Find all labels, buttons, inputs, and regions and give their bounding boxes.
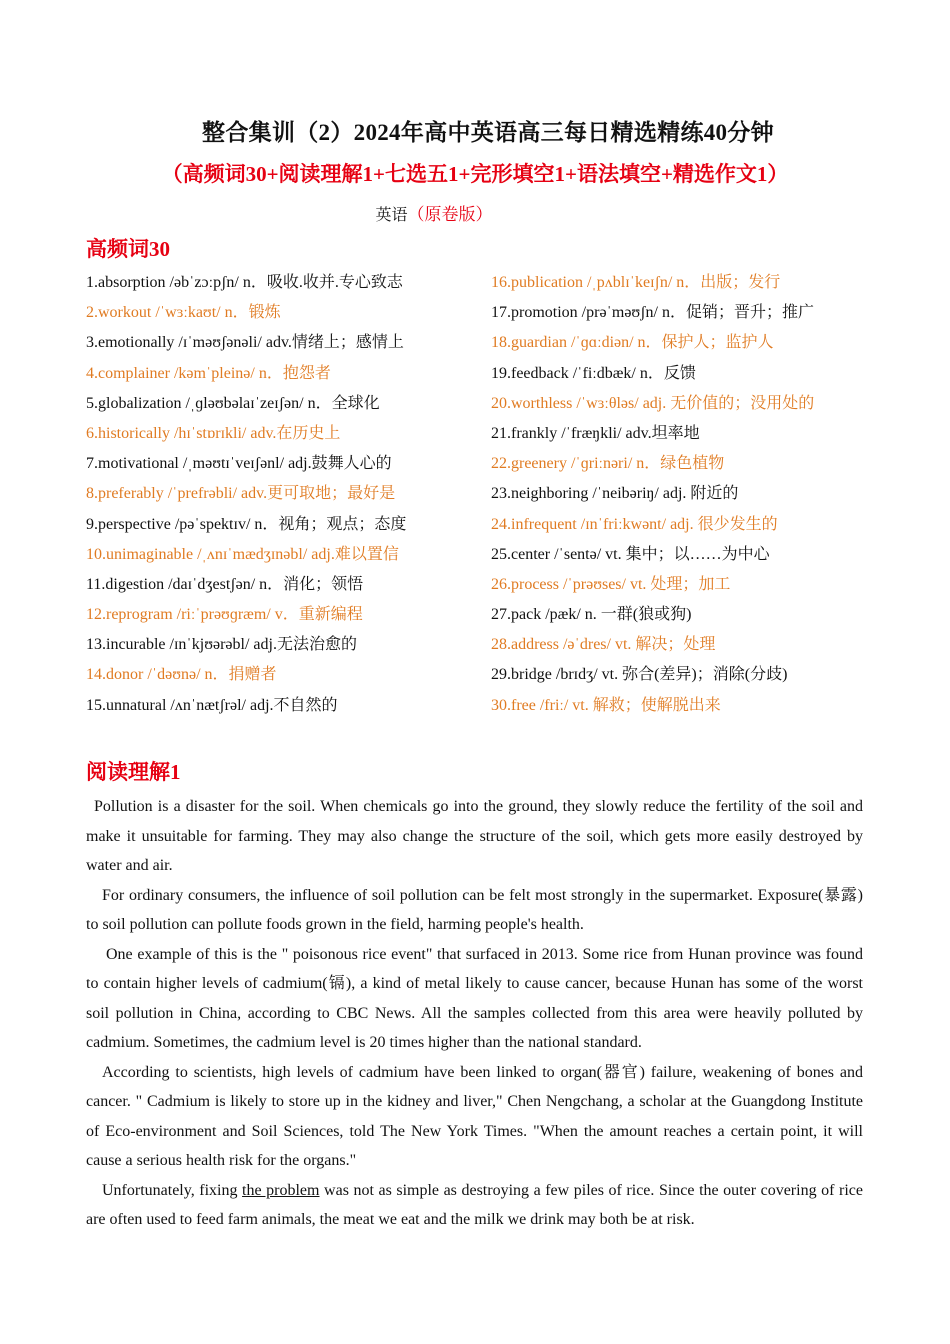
passage-text: Unfortunately, fixing <box>102 1181 243 1199</box>
passage-paragraph: Pollution is a disaster for the soil. When chemicals go into the ground, they slowly reduce the fertility of the soil and make it unsuitable for farming. They may also change the structure of the soil, which gets more easily destroyed by water and air. <box>86 798 863 874</box>
vocab-item: 14.donor /ˈdəʊnə/ n．捐赠者 <box>86 666 277 684</box>
vocab-item: 11.digestion /daɪˈdʒestʃən/ n．消化；领悟 <box>86 575 364 593</box>
vocab-item: 6.historically /hɪˈstɒrɪkli/ adv.在历史上 <box>86 424 341 442</box>
underlined-phrase: the problem <box>242 1181 320 1199</box>
vocab-item: 3.emotionally /ɪˈməʊʃənəli/ adv.情绪上；感情上 <box>86 334 404 352</box>
document-title: 整合集训（2）2024年高中英语高三每日精选精练40分钟 <box>202 120 774 145</box>
vocab-item: 1.absorption /əbˈzɔːpʃn/ n．吸收.收并.专心致志 <box>86 274 403 291</box>
vocab-column-left <box>86 268 486 721</box>
vocab-item: 24.infrequent /ɪnˈfriːkwənt/ adj. 很少发生的 <box>491 515 778 533</box>
reading-section-heading: 阅读理解1 <box>86 760 181 784</box>
vocab-item: 27.pack /pæk/ n. 一群(狼或狗) <box>491 606 692 624</box>
vocab-item: 4.complainer /kəmˈpleinə/ n．抱怨者 <box>86 364 331 382</box>
passage-paragraph: According to scientists, high levels of cadmium have been linked to organ(器官) failure, weakening of bones and cancer. " Cadmium is likely to store up in the kidney and liver," Chen Nengchang, a scholar at the Guangdong Institute of Eco-environment and Soil Sciences, told The New York Times. "When the amount reaches a certain point, it will cause a serious health risk for the organs." <box>86 1063 863 1169</box>
vocab-item: 25.center /ˈsentə/ vt. 集中；以……为中心 <box>491 545 770 563</box>
vocab-item: 23.neighboring /ˈneibəriŋ/ adj. 附近的 <box>491 485 739 503</box>
passage-text: was not as simple as destroying a few piles of rice. Since the outer covering of rice are often used to feed farm animals, the meat we eat and the milk we drink may both be at risk. <box>86 1181 863 1228</box>
vocab-item: 10.unimaginable /ˌʌnɪˈmædʒɪnəbl/ adj.难以置信 <box>86 545 399 563</box>
vocab-item: 2.workout /ˈwɜːkaʊt/ n．锻炼 <box>86 304 281 322</box>
vocab-item: 29.bridge /brɪdʒ/ vt. 弥合(差异)；消除(分歧) <box>491 666 788 684</box>
vocab-item: 16.publication /ˌpʌblɪˈkeɪʃn/ n．出版；发行 <box>491 274 781 291</box>
vocab-item: 13.incurable /ɪnˈkjʊərəbl/ adj.无法治愈的 <box>86 636 357 654</box>
passage-paragraph: For ordinary consumers, the influence of soil pollution can be felt most strongly in the supermarket. Exposure(暴露) to soil pollution can pollute foods grown in the field, harming people's health. <box>86 886 863 933</box>
vocab-item: 15.unnatural /ʌnˈnætʃrəl/ adj.不自然的 <box>86 696 338 714</box>
vocab-item: 8.preferably /ˈprefrəbli/ adv.更可取地；最好是 <box>86 485 396 503</box>
passage-paragraph <box>86 1176 863 1235</box>
vocab-item: 9.perspective /pəˈspektɪv/ n．视角；观点；态度 <box>86 515 407 533</box>
vocab-item: 21.frankly /ˈfræŋkli/ adv.坦率地 <box>491 424 700 442</box>
document-subtitle: （高频词30+阅读理解1+七选五1+完形填空1+语法填空+精选作文1） <box>161 162 789 186</box>
passage-paragraph: One example of this is the " poisonous rice event" that surfaced in 2013. Some rice from Hunan province was found to contain higher levels of cadmium(镉), a kind of metal likely to cause cancer, because Hunan has some of the worst soil pollution in China, according to CBC News. All the samples collected from this area were heavily polluted by cadmium. Sometimes, the cadmium level is 20 times higher than the national standard. <box>86 945 863 1051</box>
version-label: （原卷版） <box>407 205 493 224</box>
vocab-item: 26.process /ˈprəʊses/ vt. 处理；加工 <box>491 575 731 593</box>
vocab-item: 20.worthless /ˈwɜːθləs/ adj. 无价值的；没用处的 <box>491 394 815 412</box>
vocab-item: 17.promotion /prəˈməʊʃn/ n．促销；晋升；推广 <box>491 304 814 322</box>
vocab-item: 18.guardian /ˈɡɑːdiən/ n．保护人；监护人 <box>491 334 774 352</box>
vocab-item: 5.globalization /ˌɡləʊbəlaɪˈzeɪʃən/ n．全球化 <box>86 394 380 412</box>
vocab-item: 30.free /friː/ vt. 解救；使解脱出来 <box>491 696 721 714</box>
subject-line <box>0 200 868 225</box>
vocab-item: 7.motivational /ˌməʊtɪˈveɪʃənl/ adj.鼓舞人心的 <box>86 455 392 473</box>
vocab-item: 19.feedback /ˈfiːdbæk/ n．反馈 <box>491 364 696 382</box>
reading-passage <box>86 792 863 1235</box>
vocab-item: 28.address /əˈdres/ vt. 解决；处理 <box>491 636 716 654</box>
vocab-section-heading: 高频词30 <box>86 237 170 261</box>
vocab-column-right <box>491 268 891 721</box>
subject-label: 英语 <box>375 207 408 224</box>
vocab-item: 22.greenery /ˈɡriːnəri/ n．绿色植物 <box>491 455 725 473</box>
vocab-item: 12.reprogram /riːˈprəʊɡræm/ v．重新编程 <box>86 606 363 624</box>
